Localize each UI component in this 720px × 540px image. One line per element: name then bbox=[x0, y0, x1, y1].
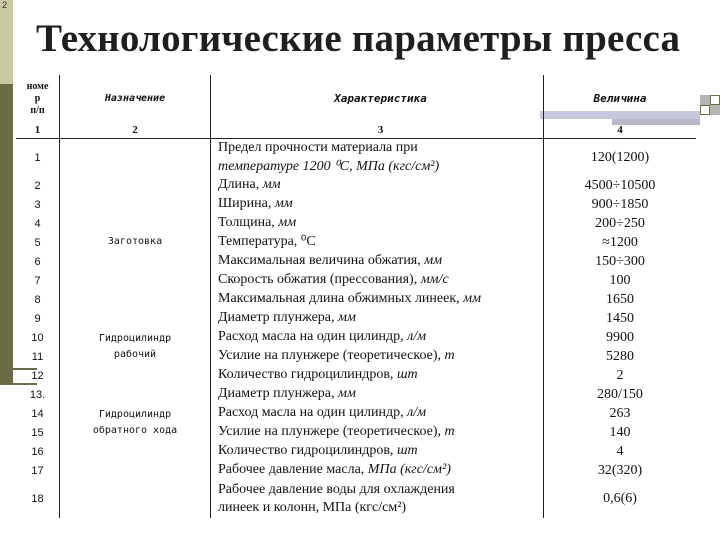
decorative-square bbox=[700, 105, 710, 115]
group-label: Гидроцилиндр рабочий bbox=[60, 309, 211, 385]
table-row: 18 Рабочее давление воды для охлаждения линеек и колонн, МПа (кгс/см²) 0,6(6) bbox=[16, 480, 696, 518]
table-row: 4 Толщина, мм 200÷250 bbox=[16, 214, 696, 233]
table-row: 2 Длина, мм 4500÷10500 bbox=[16, 176, 696, 195]
header-number: номе р п/п bbox=[16, 75, 60, 122]
table-row: 1 Заготовка Предел прочности материала при температуре 1200 ⁰С, МПа (кгс/см²) 120(1200) bbox=[16, 139, 696, 177]
table-row: 9 Гидроцилиндр рабочий Диаметр плунжера, мм 1450 bbox=[16, 309, 696, 328]
group-label: Заготовка bbox=[107, 236, 163, 247]
table-row: 8 Максимальная длина обжимных линеек, мм 1650 bbox=[16, 290, 696, 309]
column-number: 3 bbox=[211, 122, 544, 139]
table-row: 17 Рабочее давление масла, МПа (кгс/см²) 32(320) bbox=[16, 461, 696, 480]
table-row: 3 Ширина, мм 900÷1850 bbox=[16, 195, 696, 214]
table-header-row bbox=[16, 75, 696, 122]
column-number: 4 bbox=[544, 122, 697, 139]
table-row: 11 Усилие на плунжере (теоретическое), т 5280 bbox=[16, 347, 696, 366]
decorative-square bbox=[710, 95, 720, 105]
decorative-square bbox=[710, 105, 720, 115]
header-value: Величина bbox=[593, 92, 647, 105]
table-row: 13. Гидроцилиндр обратного хода Диаметр плунжера, мм 280/150 bbox=[16, 385, 696, 404]
table-row: 7 Скорость обжатия (прессования), мм/с 100 bbox=[16, 271, 696, 290]
table-row: 16 Количество гидроцилиндров, шт 4 bbox=[16, 442, 696, 461]
header-purpose: Назначение bbox=[60, 75, 211, 122]
table-row: 12 Количество гидроцилиндров, шт 2 bbox=[16, 366, 696, 385]
table-row: 10 Расход масла на один цилиндр, л/м 9900 bbox=[16, 328, 696, 347]
group-blank bbox=[60, 139, 211, 310]
table-row: 6 Максимальная величина обжатия, мм 150÷300 bbox=[16, 252, 696, 271]
table-row: 14 Расход масла на один цилиндр, л/м 263 bbox=[16, 404, 696, 423]
column-number-row bbox=[16, 122, 696, 139]
page-title: Технологические параметры пресса bbox=[36, 17, 681, 60]
column-number: 1 bbox=[16, 122, 60, 139]
column-number: 2 bbox=[60, 122, 211, 139]
decorative-bar-top bbox=[0, 0, 13, 84]
parameters-table bbox=[16, 75, 696, 518]
decorative-square bbox=[700, 95, 710, 105]
group-label: Гидроцилиндр обратного хода bbox=[60, 385, 211, 461]
decorative-bar-left bbox=[0, 84, 13, 384]
table-row: 15 Усилие на плунжере (теоретическое), т 140 bbox=[16, 423, 696, 442]
header-characteristic: Характеристика bbox=[211, 75, 544, 122]
slide-number: 2 bbox=[2, 0, 8, 10]
table-row: 5 Температура, ⁰С ≈1200 bbox=[16, 233, 696, 252]
